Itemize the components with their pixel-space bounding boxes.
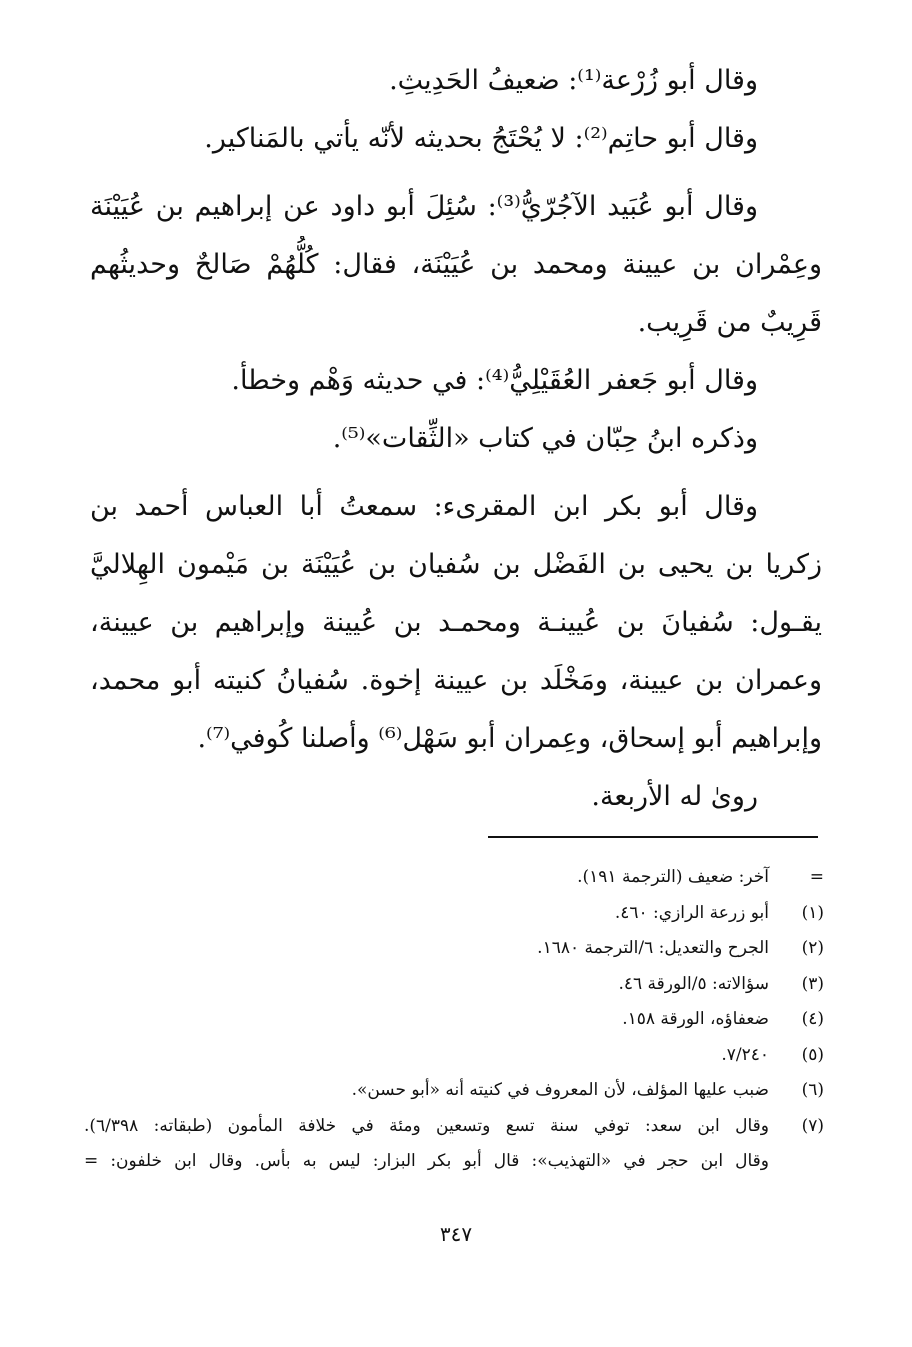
paragraph-gap — [90, 168, 822, 178]
footnote-number: (٧) — [801, 1115, 824, 1136]
footnote-separator — [488, 836, 818, 838]
page-number: ٣٤٧ — [439, 1222, 473, 1246]
footnote-text: ضبب عليها المؤلف، لأن المعروف في كنيته أنه «أبو حسن». — [351, 1080, 769, 1100]
text-line-ajurri-2: وعِمْران بن عيينة ومحمد بن عُيَيْنَة، فقال: كُلُّهُمْ صَالحٌ وحديثُهم — [90, 249, 822, 280]
footnote-text: وقال ابن حجر في «التهذيب»: قال أبو بكر البزار: ليس به بأس. وقال ابن خلفون: = — [84, 1151, 769, 1171]
footnote-number: (٣) — [801, 973, 824, 994]
footnote-number: (٢) — [801, 938, 824, 958]
footnote-continuation — [84, 860, 824, 896]
text-line-arbaa: روىٰ له الأربعة. — [591, 781, 758, 812]
main-text — [90, 52, 822, 826]
footnote-3 — [84, 967, 824, 1003]
footnote-number — [769, 1144, 824, 1180]
footnote-number: (١) — [801, 902, 824, 923]
paragraph-gap — [90, 468, 822, 478]
footnote-text: آخر: ضعيف (الترجمة ١٩١). — [577, 867, 769, 887]
footnote-text: ٧/٢٤٠. — [721, 1044, 769, 1065]
footnote-1 — [84, 896, 824, 932]
text-line-muqri-2: زكريا بن يحيى بن الفَضْل بن سُفيان بن عُيَيْنَة بن مَيْمون الهِلاليَّ — [90, 549, 822, 580]
footnote-text: وقال ابن سعد: توفي سنة تسع وتسعين ومئة في خلافة المأمون (طبقاته: ٦/٣٩٨). — [84, 1115, 769, 1136]
text-line-muqri-3: يقـول: سُفيانَ بن عُيينـة ومحمـد بن عُيينة وإبراهيم بن عيينة، — [90, 607, 822, 638]
footnote-7 — [84, 1109, 824, 1145]
footnote-number: (٥) — [801, 1044, 824, 1065]
footnote-6 — [84, 1073, 824, 1109]
text-line-abu-zura: وقال أبو زُرْعة⁽¹⁾: ضعيفُ الحَدِيثِ. — [389, 65, 758, 96]
footnote-text: الجرح والتعديل: ٦/الترجمة ١٦٨٠. — [537, 938, 769, 958]
footnote-number: (٤) — [801, 1009, 824, 1029]
text-line-ajurri-1: وقال أبو عُبَيد الآجُرّيُّ⁽³⁾: سُئِلَ أبو داود عن إبراهيم بن عُيَيْنَة — [90, 191, 758, 222]
footnote-4 — [84, 1002, 824, 1038]
footnotes — [84, 860, 824, 1180]
footnote-text: سؤالاته: ٥/الورقة ٤٦. — [618, 973, 769, 994]
footnote-5 — [84, 1038, 824, 1074]
text-line-ibn-hibban: وذكره ابنُ حِبّان في كتاب «الثِّقات»⁽⁵⁾. — [332, 423, 758, 454]
text-line-muqri-5: وإبراهيم أبو إسحاق، وعِمران أبو سَهْل⁽⁶⁾ وأصلنا كُوفي⁽⁷⁾. — [197, 723, 822, 754]
text-line-ajurri-3: قَرِيبٌ من قَرِيب. — [637, 307, 822, 338]
text-line-muqri-1: وقال أبو بكر ابن المقرىء: سمعتُ أبا العباس أحمد بن — [90, 491, 758, 522]
text-line-muqri-4: وعمران بن عيينة، ومَخْلَد بن عيينة إخوة. سُفيانُ كنيته أبو محمد، — [90, 665, 822, 696]
footnote-text: ضعفاؤه، الورقة ١٥٨. — [622, 1009, 769, 1029]
footnote-2 — [84, 931, 824, 967]
footnote-number: (٦) — [801, 1080, 824, 1100]
footnote-text: أبو زرعة الرازي: ٤٦٠. — [614, 902, 769, 923]
text-line-uqayli: وقال أبو جَعفر العُقَيْلِيُّ⁽⁴⁾: في حديثه وَهْم وخطأ. — [231, 365, 758, 396]
text-line-abu-hatim: وقال أبو حاتِم⁽²⁾: لا يُحْتَجُ بحديثه لأنّه يأتي بالمَناكير. — [204, 123, 758, 154]
footnote-number: = — [809, 867, 824, 887]
footnote-7-continued — [84, 1144, 824, 1180]
